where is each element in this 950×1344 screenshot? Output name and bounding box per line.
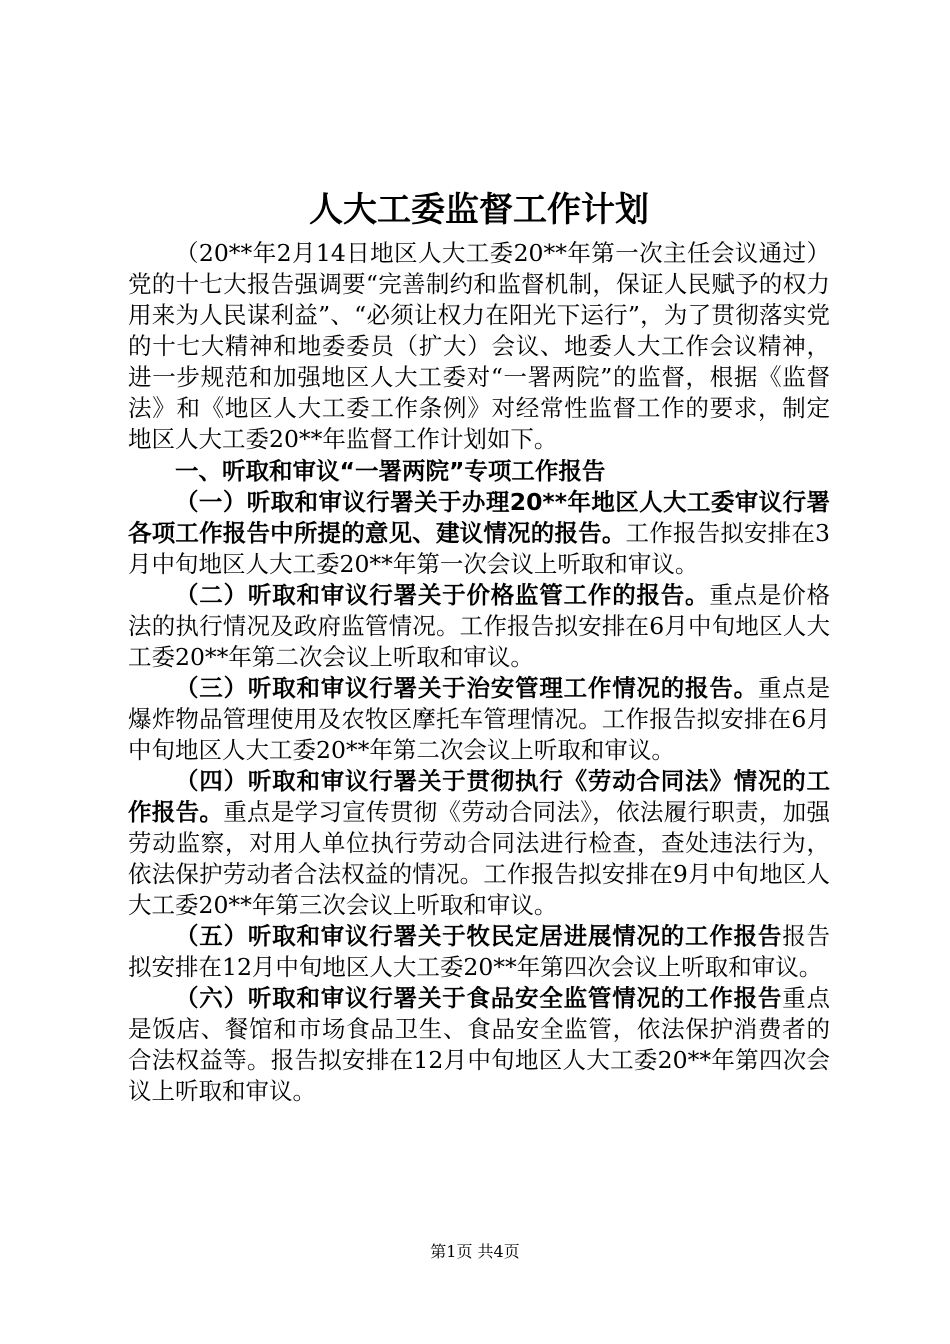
item-body: 重点是饭店、餐馆和市场食品卫生、食品安全监管，依法保护消费者的合法权益等。报告拟安排在12月中旬地区人大工委20**年第四次会议上听取和审议。	[128, 984, 831, 1105]
item-body: 报告拟安排在12月中旬地区人大工委20**年第四次会议上听取和审议。	[128, 922, 831, 981]
item-paragraph-5	[128, 921, 830, 983]
item-body: 重点是学习宣传贯彻《劳动合同法》，依法履行职责，加强劳动监察，对用人单位执行劳动合同法进行检查，查处违法行为，依法保护劳动者合法权益的情况。工作报告拟安排在9月中旬地区人大工委20**年第三次会议上听取和审议。	[128, 798, 831, 919]
page-footer: 第1页 共4页	[430, 1242, 520, 1261]
item-paragraph-6	[128, 983, 830, 1107]
item-body: 工作报告拟安排在3月中旬地区人大工委20**年第一次会议上听取和审议。	[128, 519, 831, 578]
item-body: 重点是爆炸物品管理使用及农牧区摩托车管理情况。工作报告拟安排在6月中旬地区人大工委20**年第二次会议上听取和审议。	[128, 674, 831, 764]
item-heading: （二）听取和审议行署关于价格监管工作的报告。	[175, 581, 710, 609]
item-heading: （六）听取和审议行署关于食品安全监管情况的工作报告	[175, 984, 783, 1012]
item-body: 重点是价格法的执行情况及政府监管情况。工作报告拟安排在6月中旬地区人大工委20**年第二次会议上听取和审议。	[128, 581, 831, 671]
section-heading: 一、听取和审议“一署两院”专项工作报告	[175, 457, 606, 485]
item-heading: （三）听取和审议行署关于治安管理工作情况的报告。	[175, 674, 758, 702]
document-page	[128, 182, 830, 1107]
item-paragraph-1	[128, 487, 830, 580]
item-heading: （一）听取和审议行署关于办理20**年地区人大工委审议行署各项工作报告中所提的意见、建议情况的报告。	[128, 488, 830, 547]
intro-paragraph: （20**年2月14日地区人大工委20**年第一次主任会议通过）党的十七大报告强调要“完善制约和监督机制，保证人民赋予的权力用来为人民谋利益”、“必须让权力在阳光下运行”，为了贯彻落实党的十七大精神和地委委员（扩大）会议、地委人大工作会议精神，进一步规范和加强地区人大工委对“一署两院”的监督，根据《监督法》和《地区人大工委工作条例》对经常性监督工作的要求，制定地区人大工委20**年监督工作计划如下。	[128, 239, 830, 453]
item-heading: （四）听取和审议行署关于贯彻执行《劳动合同法》情况的工作报告。	[128, 767, 830, 826]
item-heading: （五）听取和审议行署关于牧民定居进展情况的工作报告	[175, 922, 783, 950]
item-paragraph-3	[128, 673, 830, 766]
document-title: 人大工委监督工作计划	[309, 190, 649, 230]
item-paragraph-2	[128, 580, 830, 673]
item-paragraph-4	[128, 766, 830, 921]
